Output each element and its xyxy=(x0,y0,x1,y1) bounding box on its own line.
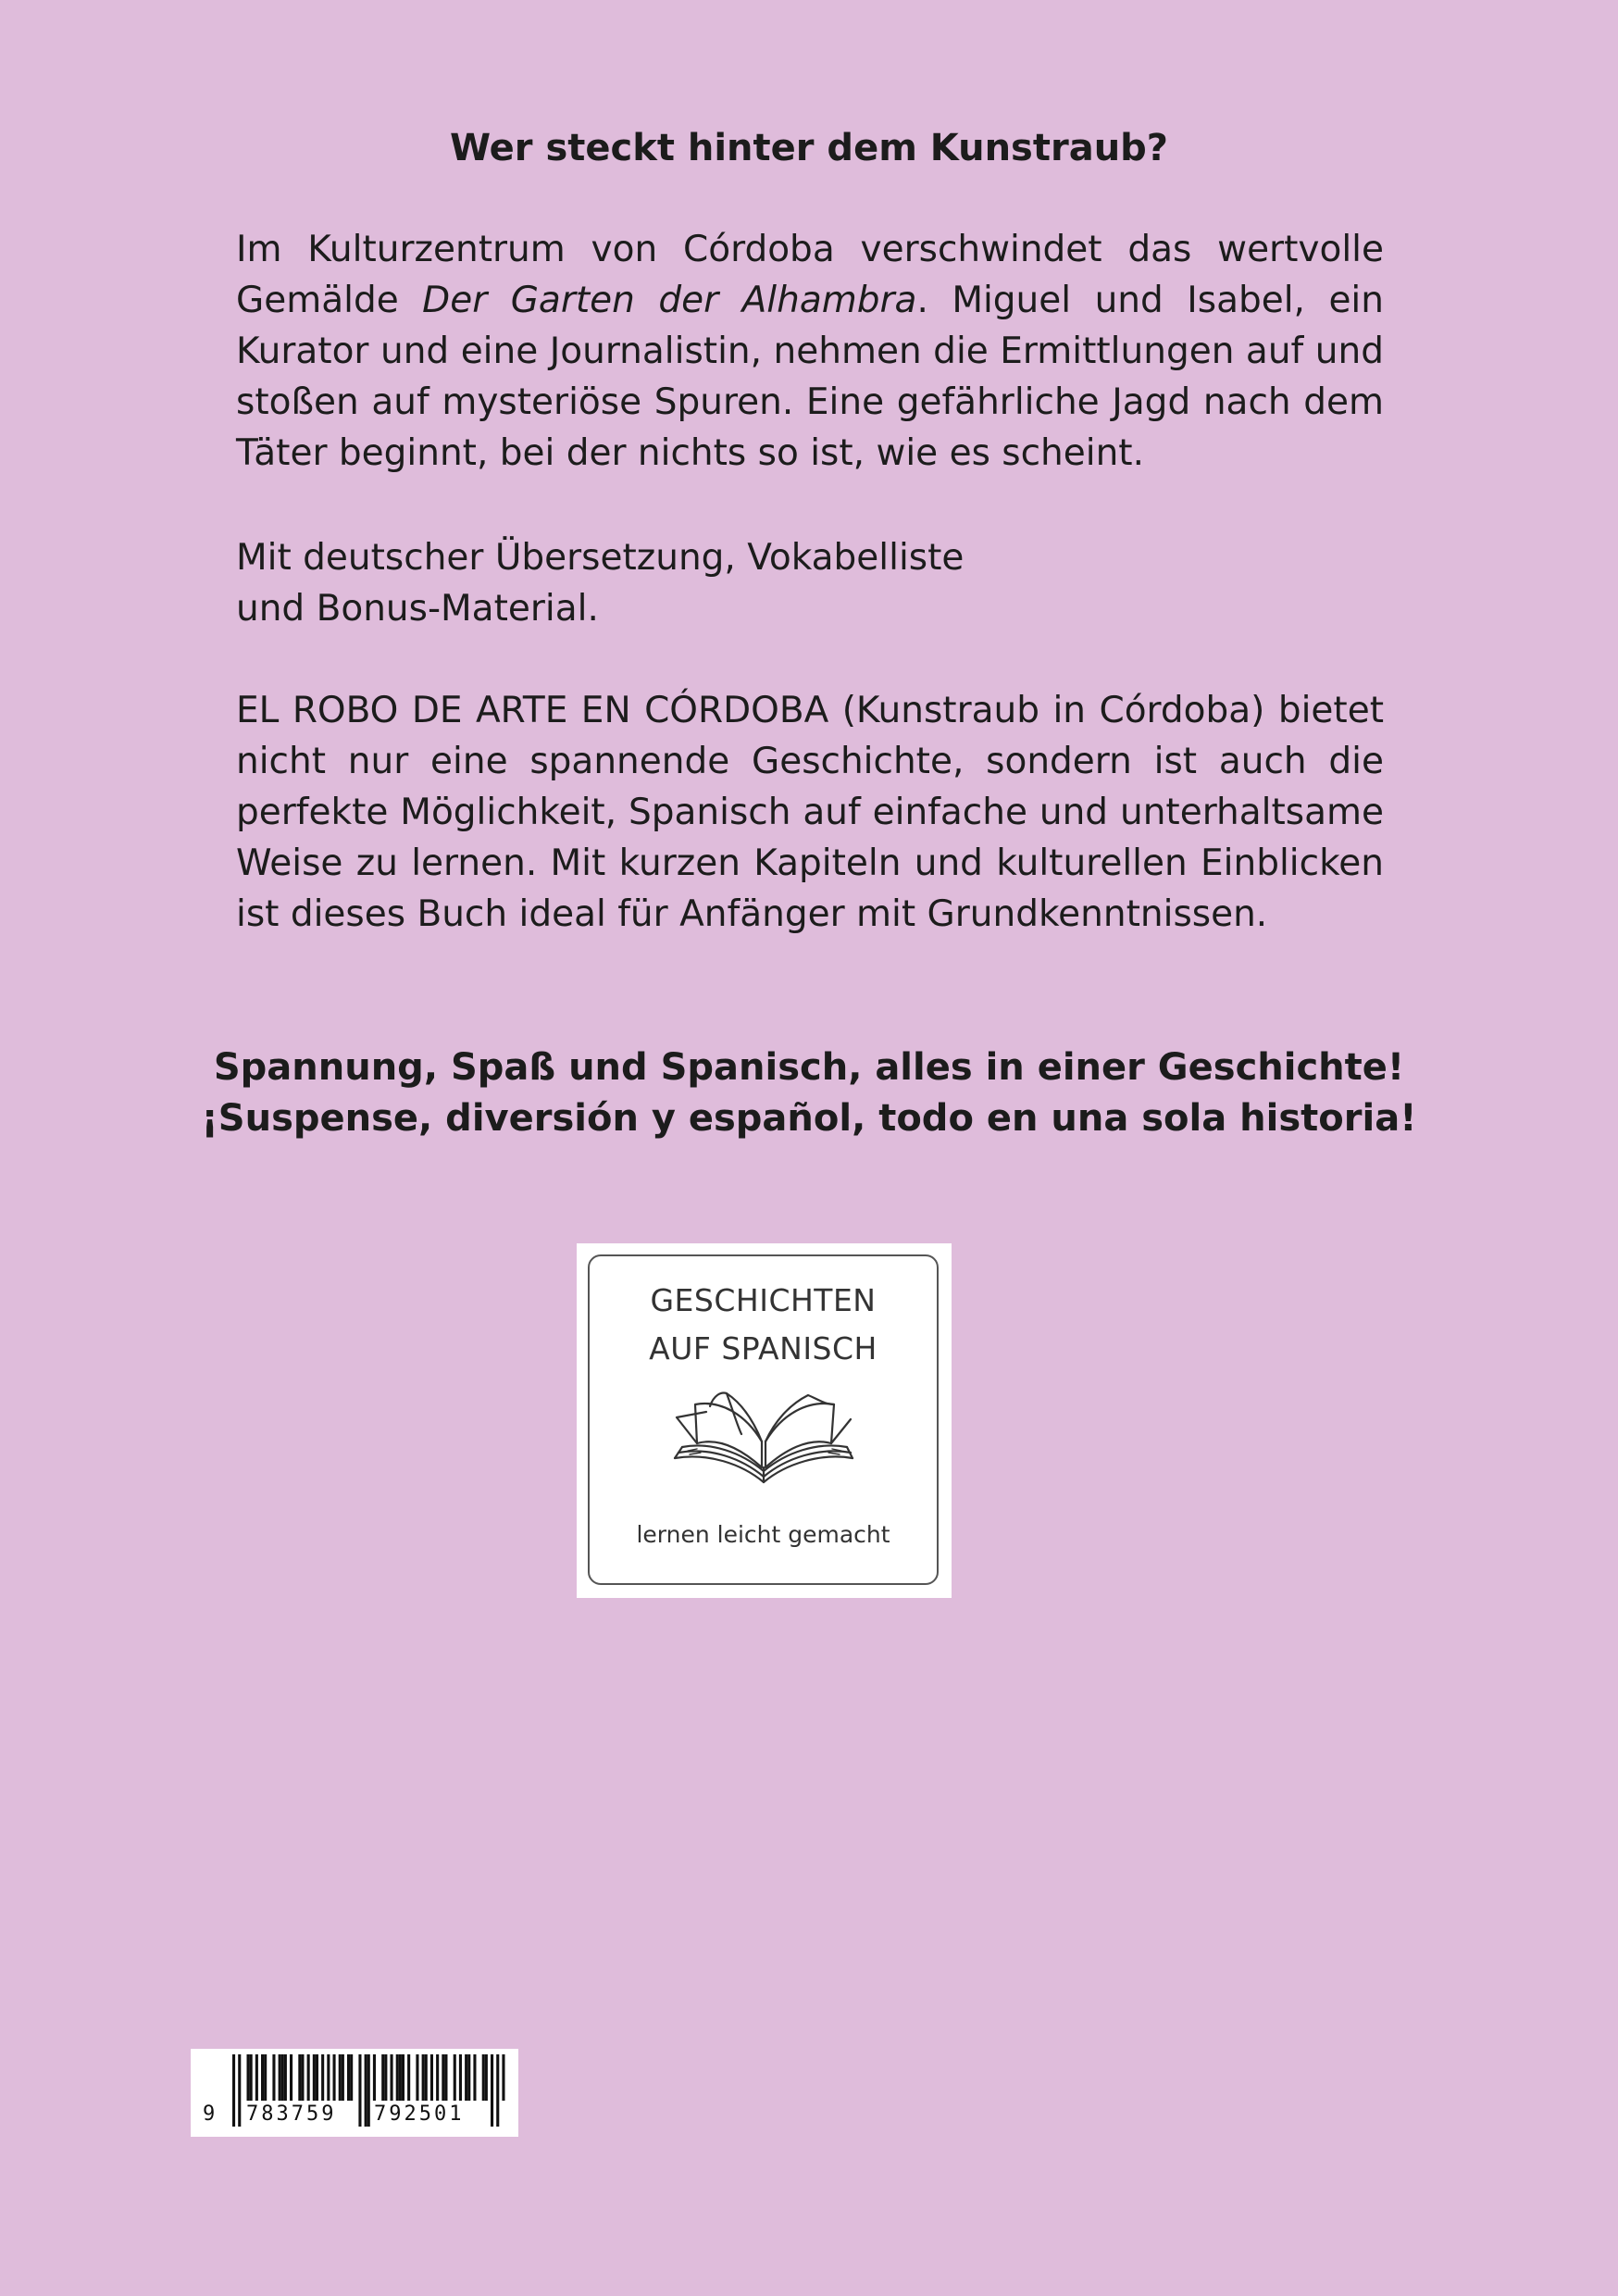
barcode-bar xyxy=(496,2054,499,2127)
tagline xyxy=(0,1042,1618,1144)
barcode-bar xyxy=(391,2054,393,2101)
barcode-bar xyxy=(384,2054,387,2101)
barcode-left-digits: 783759 xyxy=(246,2103,337,2126)
barcode-bar xyxy=(255,2054,258,2101)
logo-title-line-1: GESCHICHTEN xyxy=(650,1282,877,1318)
barcode-bar xyxy=(407,2054,410,2101)
barcode-right-digits: 792501 xyxy=(374,2103,465,2126)
barcode-bar xyxy=(307,2054,310,2101)
barcode-bar xyxy=(485,2054,488,2101)
barcode-bar xyxy=(290,2054,292,2101)
barcode-bar xyxy=(298,2054,301,2101)
tagline-german: Spannung, Spaß und Spanisch, alles in einer Geschichte! xyxy=(213,1046,1405,1089)
barcode-bar xyxy=(250,2054,253,2101)
barcode-bar xyxy=(367,2054,370,2127)
logo-subtitle: lernen leicht gemacht xyxy=(636,1521,890,1548)
barcode-bar xyxy=(399,2054,402,2101)
synopsis-paragraph xyxy=(236,224,1384,479)
barcode-bar xyxy=(261,2054,264,2101)
description-paragraph: EL ROBO DE ARTE EN CÓRDOBA (Kunstraub in Córdoba) bietet nicht nur eine spannende Geschichte, sondern ist auch die perfekte Möglichkeit, Spanisch auf einfache und unterhaltsame Weise zu lernen. Mit kurzen Kapiteln und kulturellen Einblicken ist dieses Buch ideal für Anfänger mit Grundkenntnissen. xyxy=(236,690,1384,935)
barcode-bar xyxy=(339,2054,342,2101)
barcode-bar xyxy=(442,2054,444,2101)
barcode-bars xyxy=(191,2049,518,2137)
barcode-bar xyxy=(473,2054,476,2101)
barcode-bar xyxy=(465,2054,467,2101)
barcode-bar xyxy=(454,2054,456,2101)
barcode-bar xyxy=(396,2054,399,2101)
barcode-bar xyxy=(365,2054,367,2127)
barcode-bar xyxy=(284,2054,287,2101)
barcode-bar xyxy=(347,2054,350,2101)
logo-title-line-2: AUF SPANISCH xyxy=(649,1330,877,1366)
barcode-bar xyxy=(238,2054,241,2127)
barcode-bar xyxy=(430,2054,433,2101)
barcode-lead-digit: 9 xyxy=(203,2103,216,2126)
barcode-bar xyxy=(373,2054,376,2101)
barcode-bar xyxy=(502,2054,504,2101)
barcode-bar xyxy=(350,2054,353,2101)
barcode-bar xyxy=(459,2054,462,2101)
barcode-bar xyxy=(467,2054,470,2101)
features-line-1: Mit deutscher Übersetzung, Vokabelliste xyxy=(236,537,965,579)
features-paragraph xyxy=(236,532,1384,634)
barcode-bar xyxy=(272,2054,275,2101)
barcode-bar xyxy=(422,2054,425,2101)
synopsis-text-end: . Miguel und Isabel, ein Kurator und eine Journalistin, nehmen die Ermittlungen auf und stoßen auf mysteriöse Spuren. Eine gefährliche Jagd nach dem Täter beginnt, bei der nichts so ist, wie es scheint. xyxy=(236,280,1384,474)
barcode-bar xyxy=(436,2054,439,2101)
barcode-bar xyxy=(279,2054,281,2101)
publisher-logo xyxy=(577,1243,952,1598)
logo-frame xyxy=(588,1254,939,1585)
features-line-2: und Bonus-Material. xyxy=(236,588,599,630)
barcode-bar xyxy=(358,2054,361,2127)
barcode-bar xyxy=(416,2054,418,2101)
isbn-barcode xyxy=(191,2049,518,2137)
barcode-bar xyxy=(381,2054,384,2101)
barcode-bar xyxy=(491,2054,493,2127)
barcode-bar xyxy=(482,2054,485,2101)
barcode-bar xyxy=(316,2054,318,2101)
painting-title: Der Garten der Alhambra xyxy=(422,280,917,321)
barcode-bar xyxy=(247,2054,250,2101)
barcode-bar xyxy=(232,2054,235,2127)
barcode-bar xyxy=(444,2054,447,2101)
open-book-icon xyxy=(669,1386,859,1488)
barcode-bar xyxy=(321,2054,324,2101)
barcode-bar xyxy=(301,2054,304,2101)
synopsis-text-start: Im Kulturzentrum von Córdoba verschwindet das wertvolle Gemälde xyxy=(236,229,1384,321)
barcode-bar xyxy=(402,2054,404,2101)
barcode-bar xyxy=(281,2054,284,2101)
barcode-bar xyxy=(264,2054,267,2101)
barcode-bar xyxy=(425,2054,428,2101)
barcode-bar xyxy=(342,2054,344,2101)
barcode-bar xyxy=(327,2054,330,2101)
headline: Wer steckt hinter dem Kunstraub? xyxy=(449,127,1169,169)
barcode-bar xyxy=(333,2054,336,2101)
barcode-bar xyxy=(313,2054,316,2101)
tagline-spanish: ¡Suspense, diversión y español, todo en una sola historia! xyxy=(201,1097,1417,1140)
